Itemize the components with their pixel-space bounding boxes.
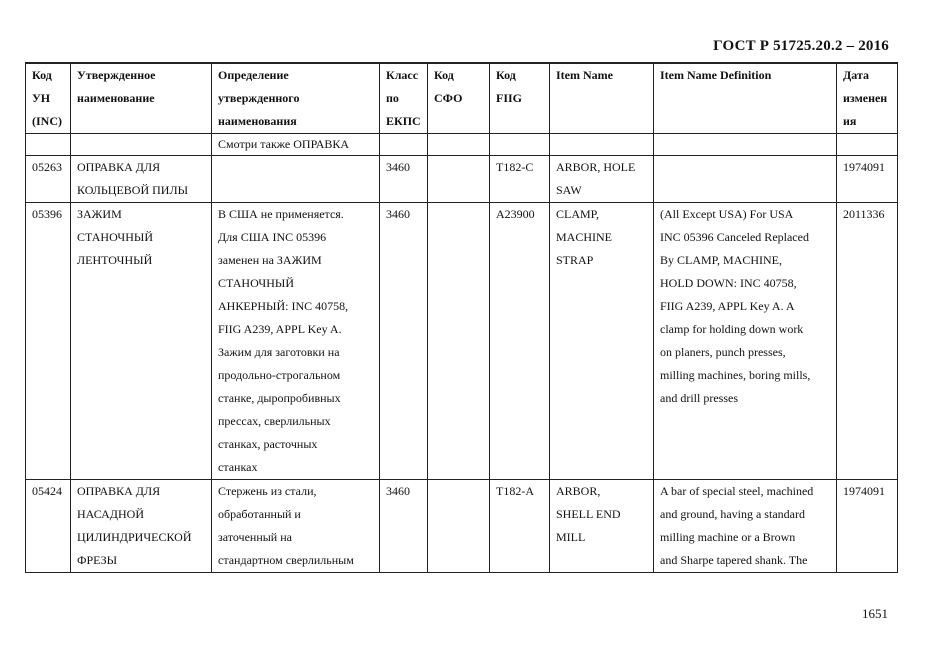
- column-header-line: Код: [434, 68, 454, 82]
- cell-definition-line: прессах, сверлильных: [218, 414, 331, 428]
- column-header-line: Код: [496, 68, 516, 82]
- cell-item-name-line: CLAMP,: [556, 207, 600, 221]
- cell-name-line: ОПРАВКА ДЛЯ: [77, 484, 161, 498]
- cell-date: 1974091: [837, 156, 898, 203]
- table-header-row: [26, 63, 898, 134]
- standard-title: ГОСТ Р 51725.20.2 – 2016: [713, 38, 889, 54]
- cell-definition-line: Стержень из стали,: [218, 484, 317, 498]
- table-row: [26, 203, 898, 480]
- column-header: [837, 63, 898, 134]
- cell-item-name: [550, 156, 654, 203]
- cell-name: [71, 480, 212, 573]
- cell-definition-line: FIIG A239, APPL Key A.: [218, 322, 342, 336]
- cell-definition-line: Для США INC 05396: [218, 230, 327, 244]
- cell-definition: [212, 480, 380, 573]
- cell-item-definition: [654, 480, 837, 573]
- cell-date: [837, 134, 898, 156]
- cell-item-definition: [654, 134, 837, 156]
- cell-item-definition-line: clamp for holding down work: [660, 322, 804, 336]
- cell-item-definition-line: By CLAMP, MACHINE,: [660, 253, 783, 267]
- column-header-line: по: [386, 91, 399, 105]
- cell-sfo: [428, 156, 490, 203]
- column-header-line: Утвержденное: [77, 68, 156, 82]
- continuation-row: [26, 134, 898, 156]
- cell-item-name-line: ARBOR, HOLE: [556, 160, 636, 174]
- cell-definition-line: заменен на ЗАЖИМ: [218, 253, 322, 267]
- cell-fiig: T182-A: [490, 480, 550, 573]
- cell-name-line: ЗАЖИМ: [77, 207, 122, 221]
- column-header: [212, 63, 380, 134]
- cell-definition-line: станке, дыропробивных: [218, 391, 341, 405]
- column-header-line: ия: [843, 114, 857, 128]
- column-header: [490, 63, 550, 134]
- cell-item-definition-line: and drill presses: [660, 391, 738, 405]
- column-header-line: Класс: [386, 68, 419, 82]
- column-header-line: Определение: [218, 68, 289, 82]
- cell-name-line: НАСАДНОЙ: [77, 507, 144, 521]
- cell-definition-line: стандартном сверлильным: [218, 553, 354, 567]
- cell-item-definition-line: on planers, punch presses,: [660, 345, 786, 359]
- cell-item-definition-line: INC 05396 Canceled Replaced: [660, 230, 809, 244]
- cell-item-definition-line: and ground, having a standard: [660, 507, 805, 521]
- nomenclature-table: [25, 62, 898, 573]
- column-header-line: наименование: [77, 91, 155, 105]
- cell-name-line: ЛЕНТОЧНЫЙ: [77, 253, 153, 267]
- cell-sfo: [428, 203, 490, 480]
- cell-item-definition: [654, 156, 837, 203]
- cell-item-definition-line: milling machines, boring mills,: [660, 368, 811, 382]
- column-header-line: Дата: [843, 68, 869, 82]
- column-header-line: Item Name: [556, 68, 613, 82]
- cell-date: 1974091: [837, 480, 898, 573]
- column-header: [26, 63, 71, 134]
- cell-definition-line: Зажим для заготовки на: [218, 345, 340, 359]
- cell-class: 3460: [380, 203, 428, 480]
- cell-item-name-line: SHELL END: [556, 507, 621, 521]
- cell-item-name-line: ARBOR,: [556, 484, 601, 498]
- column-header: [380, 63, 428, 134]
- cell-item-name: [550, 480, 654, 573]
- cell-name-line: КОЛЬЦЕВОЙ ПИЛЫ: [77, 183, 189, 197]
- table-row: [26, 156, 898, 203]
- cell-definition-line: продольно-строгальном: [218, 368, 341, 382]
- cell-fiig: T182-C: [490, 156, 550, 203]
- cell-class: [380, 134, 428, 156]
- cell-item-definition-line: A bar of special steel, machined: [660, 484, 814, 498]
- cell-definition-line: заточенный на: [218, 530, 292, 544]
- column-header: [550, 63, 654, 134]
- cell-name-line: ФРЕЗЫ: [77, 553, 118, 567]
- cell-inc: 05263: [26, 156, 71, 203]
- column-header-line: (INC): [32, 114, 62, 128]
- cell-date: 2011336: [837, 203, 898, 480]
- cell-fiig: A23900: [490, 203, 550, 480]
- cell-class: 3460: [380, 480, 428, 573]
- cell-sfo: [428, 480, 490, 573]
- column-header-line: наименования: [218, 114, 297, 128]
- column-header-line: ЕКПС: [386, 114, 421, 128]
- cell-inc: 05424: [26, 480, 71, 573]
- cell-item-definition-line: and Sharpe tapered shank. The: [660, 553, 808, 567]
- cell-inc: 05396: [26, 203, 71, 480]
- cell-item-definition-line: HOLD DOWN: INC 40758,: [660, 276, 797, 290]
- cell-definition: [212, 156, 380, 203]
- table-row: [26, 480, 898, 573]
- page-number: 1651: [862, 606, 888, 621]
- cell-class: 3460: [380, 156, 428, 203]
- column-header-line: Item Name Definition: [660, 68, 772, 82]
- cell-name-line: ОПРАВКА ДЛЯ: [77, 160, 161, 174]
- column-header: [71, 63, 212, 134]
- column-header: [428, 63, 490, 134]
- cell-name: [71, 134, 212, 156]
- cell-name: [71, 156, 212, 203]
- cell-definition: [212, 203, 380, 480]
- cell-inc: [26, 134, 71, 156]
- cell-definition-line: СТАНОЧНЫЙ: [218, 276, 295, 290]
- cell-definition-line: В США не применяется.: [218, 207, 344, 221]
- cell-definition-line: станках, расточных: [218, 437, 318, 451]
- cell-item-name-line: MILL: [556, 530, 586, 544]
- column-header-line: СФО: [434, 91, 463, 105]
- cell-sfo: [428, 134, 490, 156]
- column-header-line: изменен: [843, 91, 888, 105]
- column-header: [654, 63, 837, 134]
- cell-item-definition-line: FIIG A239, APPL Key A. A: [660, 299, 795, 313]
- cell-definition: Смотри также ОПРАВКА: [212, 134, 380, 156]
- cell-definition-line: станках: [218, 460, 258, 474]
- column-header-line: утвержденного: [218, 91, 300, 105]
- cell-item-name: [550, 203, 654, 480]
- cell-item-name: [550, 134, 654, 156]
- cell-item-name-line: STRAP: [556, 253, 594, 267]
- cell-definition-line: АНКЕРНЫЙ: INC 40758,: [218, 299, 349, 313]
- column-header-line: УН: [32, 91, 51, 105]
- cell-name: [71, 203, 212, 480]
- cell-item-definition-line: (All Except USA) For USA: [660, 207, 794, 221]
- cell-item-definition-line: milling machine or a Brown: [660, 530, 796, 544]
- cell-item-name-line: MACHINE: [556, 230, 612, 244]
- cell-definition-line: обработанный и: [218, 507, 301, 521]
- cell-item-definition: [654, 203, 837, 480]
- column-header-line: Код: [32, 68, 52, 82]
- cell-item-name-line: SAW: [556, 183, 582, 197]
- cell-fiig: [490, 134, 550, 156]
- column-header-line: FIIG: [496, 91, 523, 105]
- cell-name-line: СТАНОЧНЫЙ: [77, 230, 154, 244]
- cell-name-line: ЦИЛИНДРИЧЕСКОЙ: [77, 530, 192, 544]
